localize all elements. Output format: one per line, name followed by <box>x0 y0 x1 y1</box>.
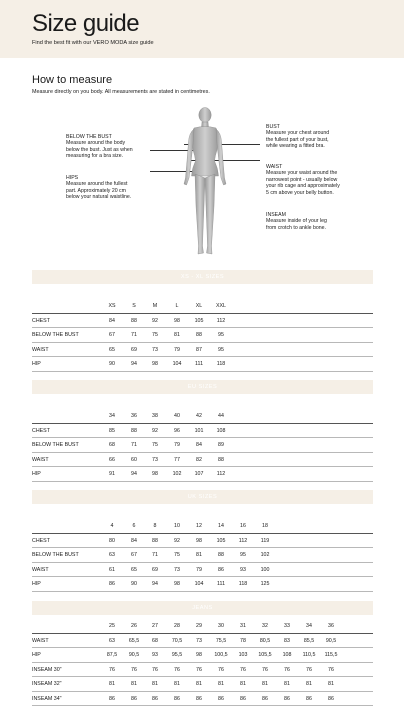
table-cell: 102 <box>172 471 182 477</box>
inseam-heading: INSEAM <box>266 212 286 218</box>
waist-heading: WAIST <box>266 164 283 170</box>
table-cell: 103 <box>238 652 248 658</box>
table-cell: 94 <box>131 471 137 477</box>
table-cell: 88 <box>152 537 158 544</box>
column-header: 27 <box>152 623 158 629</box>
table-cell: 86 <box>218 695 224 702</box>
instruction-line: Measure your chest around <box>266 130 330 137</box>
table-cell: 76 <box>240 666 246 673</box>
table-cell: 95 <box>218 346 224 353</box>
table-cell: 107 <box>194 471 204 477</box>
table-cell: 86 <box>152 695 158 702</box>
bust-heading: BUST <box>266 124 280 130</box>
instruction-line: from crotch to ankle bone. <box>266 224 326 231</box>
table-cell: 98 <box>152 471 158 477</box>
table-cell: 91 <box>109 471 115 477</box>
table-cell: 81 <box>284 681 290 687</box>
column-header: 14 <box>218 523 224 529</box>
table-cell: 86 <box>328 695 334 702</box>
column-header: 42 <box>196 413 202 419</box>
table-cell: 76 <box>262 666 268 673</box>
row-label: INSEAM 30" <box>32 666 62 673</box>
instruction-line: narrowest point - usually below <box>266 176 338 183</box>
table-cell: 81 <box>328 681 334 687</box>
table-cell: 86 <box>218 566 224 573</box>
hips-instructions <box>66 175 131 201</box>
table-header-row <box>32 519 373 534</box>
table-cell: 67 <box>109 332 115 338</box>
table-cell: 65 <box>131 566 137 573</box>
table-cell: 86 <box>174 695 180 702</box>
table-cell: 93 <box>152 652 158 658</box>
table-cell: 104 <box>194 581 204 587</box>
table-cell: 81 <box>109 681 115 687</box>
table-cell: 95 <box>218 332 224 338</box>
table-header-row <box>32 409 373 424</box>
table-cell: 88 <box>218 552 224 558</box>
table-cell: 75 <box>152 332 158 338</box>
table-row <box>32 453 373 468</box>
column-header: XS <box>108 303 116 309</box>
table-cell: 61 <box>109 566 115 573</box>
page-title: Size guide <box>32 10 140 37</box>
table-cell: 76 <box>109 666 115 673</box>
table-cell: 112 <box>216 317 226 324</box>
column-header: 33 <box>284 623 290 629</box>
table-cell: 81 <box>262 681 268 687</box>
table-cell: 98 <box>152 361 158 367</box>
size-table-uk <box>32 490 373 592</box>
table-cell: 110,5 <box>302 652 316 658</box>
table-row <box>32 438 373 453</box>
table-cell: 66 <box>109 456 115 463</box>
column-header: 12 <box>196 523 202 529</box>
table-cell: 73 <box>152 456 158 463</box>
inseam-instructions <box>266 212 327 231</box>
table-cell: 76 <box>152 666 158 673</box>
hips-heading: HIPS <box>66 175 79 181</box>
row-label: WAIST <box>32 637 49 644</box>
table-cell: 98 <box>174 581 180 587</box>
table-cell: 73 <box>152 346 158 353</box>
table-cell: 73 <box>174 566 180 573</box>
table-cell: 76 <box>218 666 224 673</box>
table-header-row <box>32 619 373 634</box>
instruction-line: part. Approximately 20 cm <box>66 187 126 194</box>
row-label: WAIST <box>32 346 49 353</box>
table-cell: 92 <box>152 317 158 324</box>
table-cell: 87 <box>196 346 202 353</box>
below-the-bust-heading: BELOW THE BUST <box>66 134 112 140</box>
table-cell: 94 <box>152 581 158 587</box>
table-title: JEANS <box>32 601 373 615</box>
table-cell: 105 <box>194 317 204 324</box>
row-label: BELOW THE BUST <box>32 442 79 448</box>
table-cell: 86 <box>109 695 115 702</box>
column-header: 36 <box>328 623 334 629</box>
table-cell: 78 <box>240 637 246 644</box>
instruction-line: your rib cage and approximately <box>266 183 340 190</box>
table-cell: 112 <box>238 537 248 544</box>
how-to-measure-title: How to measure <box>32 74 113 86</box>
column-header: 31 <box>240 623 246 629</box>
instruction-line: while wearing a fitted bra. <box>266 143 325 150</box>
column-header: 28 <box>174 623 180 629</box>
table-row <box>32 343 373 358</box>
instruction-line: Measure inside of your leg <box>266 218 327 225</box>
table-cell: 60 <box>131 456 137 463</box>
table-cell: 98 <box>174 317 180 324</box>
table-cell: 83 <box>284 637 290 644</box>
table-cell: 90,5 <box>325 637 337 644</box>
table-cell: 76 <box>174 666 180 673</box>
column-header: XXL <box>215 303 226 309</box>
table-cell: 75 <box>152 442 158 448</box>
table-cell: 100 <box>260 566 270 573</box>
table-cell: 86 <box>306 695 312 702</box>
table-cell: 86 <box>196 695 202 702</box>
table-cell: 98 <box>196 652 202 658</box>
table-cell: 84 <box>109 317 115 324</box>
row-label: WAIST <box>32 456 49 463</box>
column-header: 25 <box>109 623 115 629</box>
column-header: 40 <box>174 413 180 419</box>
column-header: S <box>132 303 136 309</box>
table-cell: 65 <box>109 346 115 353</box>
row-label: BELOW THE BUST <box>32 552 79 558</box>
table-cell: 95 <box>240 552 246 558</box>
table-cell: 68 <box>109 442 115 448</box>
row-label: HIP <box>32 652 41 658</box>
table-cell: 65,5 <box>128 637 140 644</box>
table-cell: 71 <box>131 442 137 448</box>
table-cell: 111 <box>194 361 204 367</box>
column-header: 30 <box>218 623 224 629</box>
table-cell: 90 <box>131 581 137 587</box>
table-cell: 81 <box>152 681 158 687</box>
table-cell: 81 <box>240 681 246 687</box>
table-cell: 76 <box>306 666 312 673</box>
table-cell: 71 <box>152 552 158 558</box>
column-header: 16 <box>240 523 246 529</box>
table-cell: 63 <box>109 552 115 558</box>
table-cell: 88 <box>196 332 202 338</box>
row-label: WAIST <box>32 566 49 573</box>
table-cell: 88 <box>131 427 137 434</box>
row-label: CHEST <box>32 427 50 434</box>
table-cell: 111 <box>216 581 226 587</box>
column-header: 36 <box>131 413 137 419</box>
table-cell: 90 <box>109 361 115 367</box>
below-the-bust-instructions <box>66 134 133 160</box>
table-cell: 105 <box>216 537 226 544</box>
row-label: HIP <box>32 471 41 477</box>
instruction-line: measuring for a bra size. <box>66 153 124 160</box>
table-cell: 81 <box>174 681 180 687</box>
table-cell: 63 <box>109 637 115 644</box>
table-cell: 80,5 <box>259 637 271 644</box>
size-table-xs-xl <box>32 270 373 372</box>
table-cell: 81 <box>218 681 224 687</box>
instruction-line: the fullest part of your bust, <box>266 136 329 143</box>
table-row <box>32 577 373 592</box>
column-header: L <box>175 303 179 309</box>
column-header: 34 <box>109 413 115 419</box>
table-cell: 84 <box>131 537 137 544</box>
table-row <box>32 548 373 563</box>
table-cell: 76 <box>196 666 202 673</box>
row-label: CHEST <box>32 317 50 324</box>
table-cell: 96 <box>174 427 180 434</box>
instruction-line: Measure around the body <box>66 140 126 147</box>
table-cell: 86 <box>109 581 115 587</box>
row-label: INSEAM 32" <box>32 681 62 687</box>
table-cell: 69 <box>131 346 137 353</box>
table-cell: 81 <box>306 681 312 687</box>
instruction-line: Measure around the fullest <box>66 181 128 188</box>
size-table-eu <box>32 380 373 482</box>
table-cell: 81 <box>131 681 137 687</box>
how-to-measure-subtitle: Measure directly on you body. All measurements are stated in centimetres. <box>32 89 210 95</box>
table-cell: 77 <box>174 456 180 463</box>
table-cell: 108 <box>282 652 292 658</box>
body-figure-illustration <box>160 106 250 258</box>
table-row <box>32 692 373 707</box>
table-cell: 87,5 <box>106 652 118 658</box>
table-cell: 81 <box>174 332 180 338</box>
table-cell: 79 <box>174 346 180 353</box>
table-cell: 82 <box>196 456 202 463</box>
table-row <box>32 424 373 439</box>
table-cell: 67 <box>131 552 137 558</box>
table-cell: 76 <box>131 666 137 673</box>
table-cell: 86 <box>240 695 246 702</box>
column-header: 38 <box>152 413 158 419</box>
waist-instructions <box>266 164 340 196</box>
table-title: EU SIZES <box>32 380 373 394</box>
table-cell: 80 <box>109 537 115 544</box>
table-cell: 89 <box>218 442 224 448</box>
table-cell: 115,5 <box>324 652 338 658</box>
column-header: 44 <box>218 413 224 419</box>
column-header: 8 <box>153 523 157 529</box>
table-cell: 68 <box>152 637 158 644</box>
table-cell: 95,5 <box>171 652 183 658</box>
table-cell: 86 <box>284 695 290 702</box>
table-cell: 93 <box>240 566 246 573</box>
row-label: CHEST <box>32 537 50 544</box>
table-cell: 73 <box>196 637 202 644</box>
table-cell: 108 <box>216 427 226 434</box>
table-cell: 92 <box>152 427 158 434</box>
column-header: 32 <box>262 623 268 629</box>
table-cell: 90,5 <box>128 652 140 658</box>
table-header-row <box>32 299 373 314</box>
column-header: 34 <box>306 623 312 629</box>
table-cell: 119 <box>260 537 270 544</box>
instruction-line: Measure your waist around the <box>266 170 338 177</box>
row-label: INSEAM 34" <box>32 695 62 702</box>
table-cell: 69 <box>152 566 158 573</box>
table-cell: 79 <box>174 442 180 448</box>
table-cell: 79 <box>196 566 202 573</box>
table-cell: 75,5 <box>215 637 227 644</box>
table-cell: 85 <box>109 427 115 434</box>
page-subtitle: Find the best fit with our VERO MODA size guide <box>32 40 154 46</box>
row-label: BELOW THE BUST <box>32 332 79 338</box>
column-header: 4 <box>110 523 114 529</box>
table-row <box>32 648 373 663</box>
table-cell: 76 <box>328 666 334 673</box>
column-header: 6 <box>132 523 136 529</box>
table-title: UK SIZES <box>32 490 373 504</box>
instruction-line: below your natural waistline. <box>66 194 132 201</box>
table-cell: 76 <box>284 666 290 673</box>
table-cell: 88 <box>218 456 224 463</box>
instruction-line: below the bust. Just as when <box>66 146 133 153</box>
table-cell: 100,5 <box>214 652 228 658</box>
row-label: HIP <box>32 361 41 367</box>
table-cell: 104 <box>172 361 182 367</box>
table-row <box>32 563 373 578</box>
table-row <box>32 357 373 372</box>
table-cell: 81 <box>196 681 202 687</box>
column-header: 29 <box>196 623 202 629</box>
table-cell: 75 <box>174 552 180 558</box>
table-cell: 70,5 <box>171 637 183 644</box>
table-cell: 98 <box>196 537 202 544</box>
table-cell: 118 <box>216 361 226 367</box>
instruction-line: 5 cm above your belly button. <box>266 189 334 196</box>
table-title: XS - XL SIZES <box>32 270 373 284</box>
table-cell: 125 <box>260 581 270 587</box>
column-header: 18 <box>262 523 268 529</box>
page-header <box>0 0 404 58</box>
bust-instructions <box>266 124 329 150</box>
table-cell: 84 <box>196 442 202 448</box>
column-header: XL <box>195 303 203 309</box>
table-cell: 86 <box>262 695 268 702</box>
table-cell: 71 <box>131 332 137 338</box>
table-row <box>32 467 373 482</box>
table-cell: 112 <box>216 471 226 477</box>
table-row <box>32 634 373 649</box>
column-header: M <box>152 303 158 309</box>
table-cell: 102 <box>260 552 270 558</box>
table-row <box>32 328 373 343</box>
table-row <box>32 314 373 329</box>
size-table-jeans <box>32 601 373 706</box>
row-label: HIP <box>32 581 41 587</box>
table-cell: 86 <box>131 695 137 702</box>
column-header: 26 <box>131 623 137 629</box>
table-cell: 81 <box>196 552 202 558</box>
table-cell: 105,5 <box>258 652 272 658</box>
table-cell: 94 <box>131 361 137 367</box>
table-row <box>32 677 373 692</box>
table-row <box>32 534 373 549</box>
column-header: 10 <box>174 523 180 529</box>
table-row <box>32 663 373 678</box>
table-cell: 85,5 <box>303 637 315 644</box>
table-cell: 92 <box>174 537 180 544</box>
table-cell: 101 <box>194 427 204 434</box>
table-cell: 118 <box>238 581 248 587</box>
table-cell: 88 <box>131 317 137 324</box>
